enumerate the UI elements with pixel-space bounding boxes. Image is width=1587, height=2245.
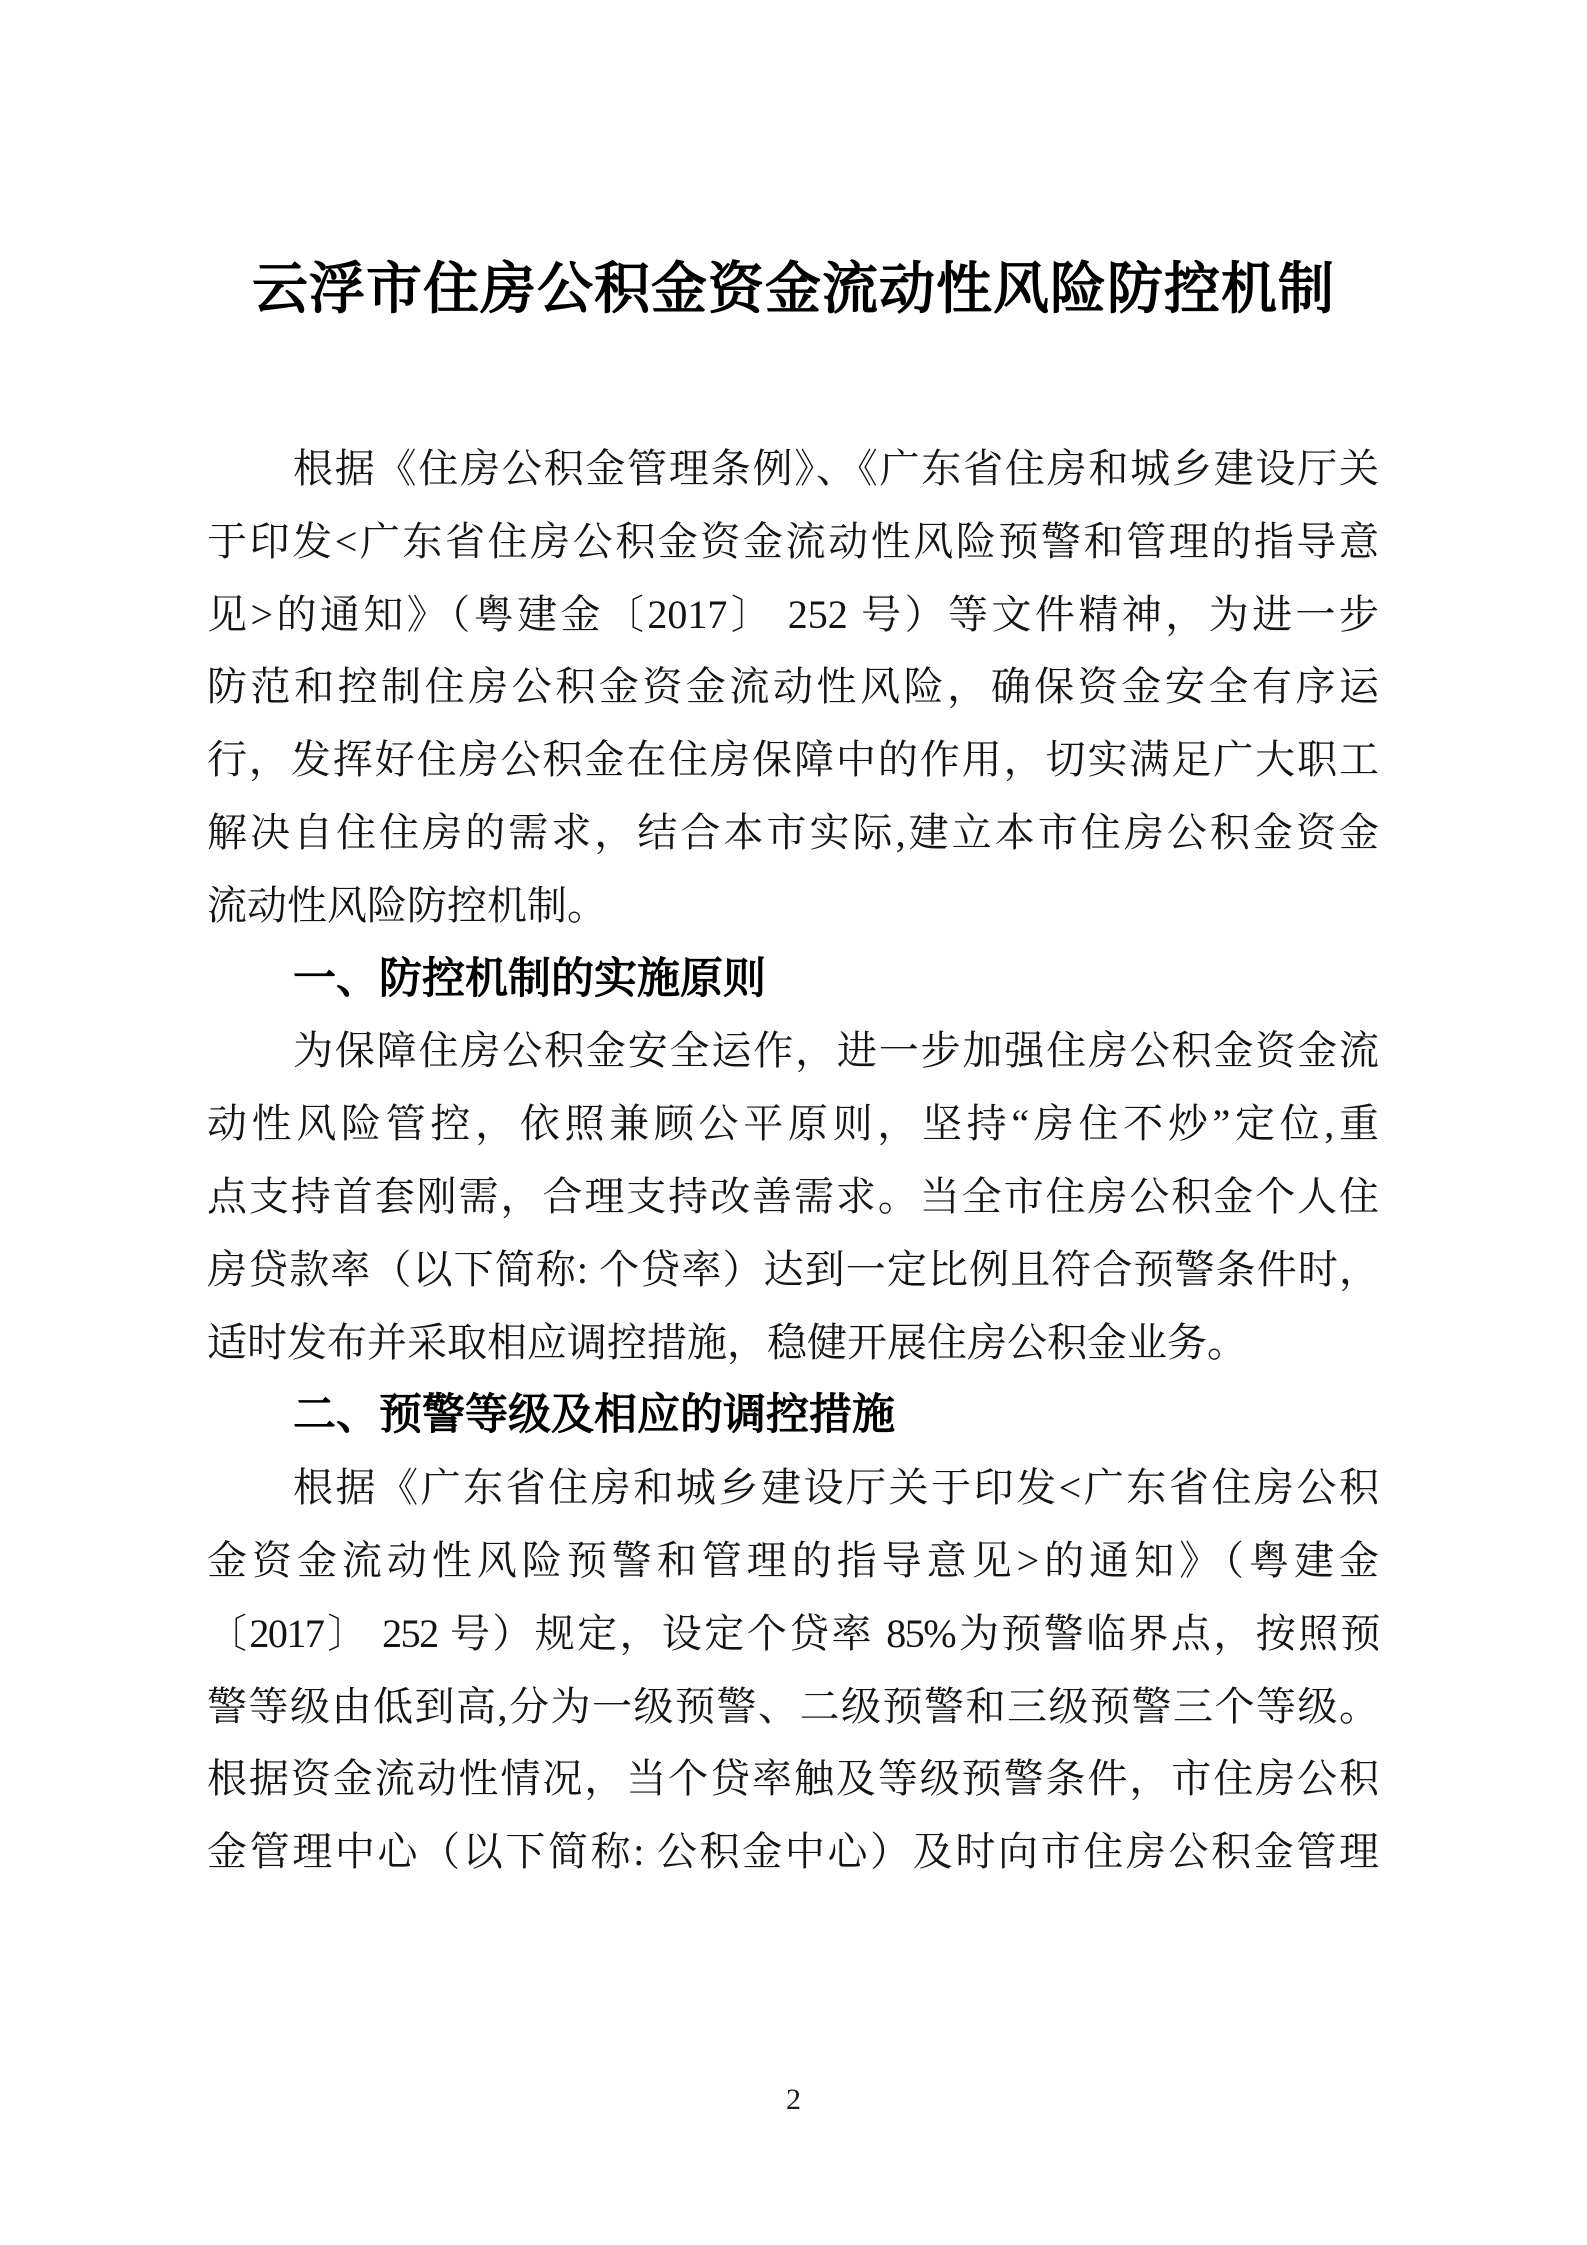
text-line: 见>的通知》（粤建金〔2017〕 252 号）等文件精神，为进一步 — [207, 591, 1379, 637]
text-line: 金资金流动性风险预警和管理的指导意见>的通知》（粤建金 — [207, 1537, 1379, 1583]
paragraph-first-line: 根据《住房公积金管理条例》、《广东省住房和城乡建设厅关 — [293, 446, 1379, 491]
text-line: 根据资金流动性情况，当个贷率触及等级预警条件，市住房公积 — [207, 1756, 1379, 1802]
text-line: 点支持首套刚需，合理支持改善需求。当全市住房公积金个人住 — [207, 1173, 1379, 1219]
text-line: 金管理中心（以下简称: 公积金中心）及时向市住房公积金管理 — [207, 1829, 1379, 1875]
text-line: 房贷款率（以下简称: 个贷率）达到一定比例且符合预警条件时， — [207, 1246, 1379, 1292]
section-heading-2: 二、预警等级及相应的调控措施 — [293, 1391, 895, 1440]
text-line: 动性风险管控，依照兼顾公平原则，坚持“房住不炒”定位,重 — [207, 1101, 1379, 1147]
paragraph-last-line: 流动性风险防控机制。 — [207, 882, 607, 928]
paragraph-first-line: 根据《广东省住房和城乡建设厅关于印发<广东省住房公积 — [293, 1465, 1379, 1511]
text-line: 防范和控制住房公积金资金流动性风险，确保资金安全有序运 — [207, 664, 1379, 710]
text-line: 解决自住住房的需求，结合本市实际,建立本市住房公积金资金 — [207, 809, 1379, 855]
paragraph-first-line: 为保障住房公积金安全运作，进一步加强住房公积金资金流 — [293, 1028, 1379, 1074]
text-line: 于印发<广东省住房公积金资金流动性风险预警和管理的指导意 — [207, 518, 1379, 564]
text-line: 行，发挥好住房公积金在住房保障中的作用，切实满足广大职工 — [207, 737, 1379, 783]
page-number: 2 — [786, 2082, 801, 2116]
document-title: 云浮市住房公积金资金流动性风险防控机制 — [252, 259, 1335, 321]
paragraph-last-line: 适时发布并采取相应调控措施，稳健开展住房公积金业务。 — [207, 1319, 1247, 1365]
section-heading-1: 一、防控机制的实施原则 — [293, 954, 766, 1003]
text-line: 〔2017〕 252 号）规定，设定个贷率 85%为预警临界点，按照预 — [207, 1610, 1379, 1656]
document-body — [207, 433, 1379, 1889]
text-line: 警等级由低到高,分为一级预警、二级预警和三级预警三个等级。 — [207, 1683, 1379, 1729]
